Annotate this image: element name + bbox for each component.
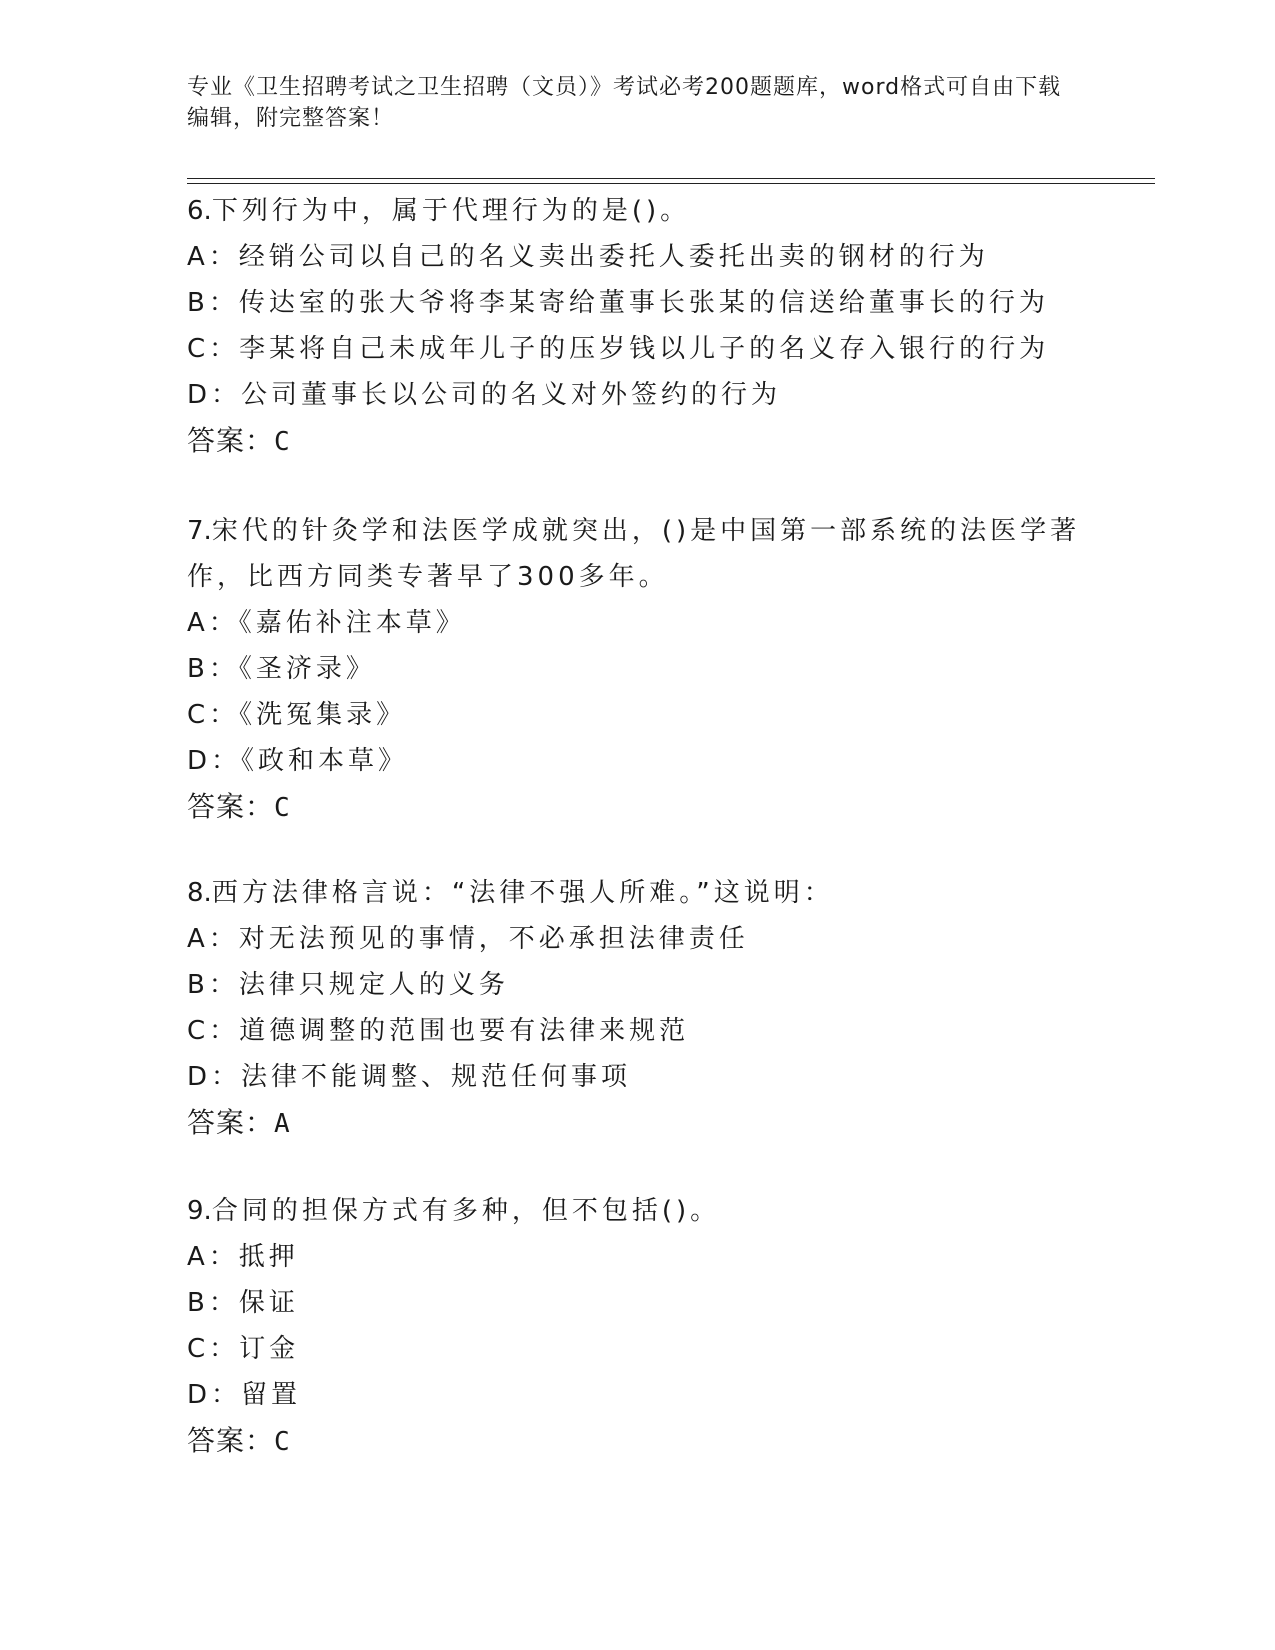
question-number: 7.: [187, 516, 212, 546]
answer-line: [187, 784, 1087, 831]
answer-label: 答案：: [187, 790, 275, 823]
question-number: 6.: [187, 196, 212, 226]
option-a: A：经销公司以自己的名义卖出委托人委托出卖的钢材的行为: [187, 242, 989, 272]
option-c: C：道德调整的范围也要有法律来规范: [187, 1016, 690, 1046]
option-a: A：抵押: [187, 1242, 299, 1272]
option-b: B：《圣济录》: [187, 654, 376, 684]
question-9: [187, 1188, 1087, 1465]
header-divider-top: [187, 178, 1155, 179]
answer-label: 答案：: [187, 1424, 275, 1457]
question-stem: [187, 1188, 1087, 1234]
answer-label: 答案：: [187, 1106, 275, 1139]
option-d: D：《政和本草》: [187, 746, 409, 776]
option-b: B：法律只规定人的义务: [187, 970, 509, 1000]
option-d: D：公司董事长以公司的名义对外签约的行为: [187, 380, 782, 410]
question-stem: [187, 188, 1087, 234]
answer-line: [187, 1418, 1087, 1465]
option-c: C：李某将自己未成年儿子的压岁钱以儿子的名义存入银行的行为: [187, 334, 1050, 364]
answer-line: [187, 1100, 1087, 1147]
option-c: C：订金: [187, 1334, 300, 1364]
option-c: C：《洗冤集录》: [187, 700, 407, 730]
question-8: [187, 870, 1087, 1147]
question-stem: [187, 508, 1087, 600]
option-a: A：《嘉佑补注本草》: [187, 608, 466, 638]
option-d: D：法律不能调整、规范任何事项: [187, 1062, 632, 1092]
question-number: 8.: [187, 878, 212, 908]
question-text: 下列行为中，属于代理行为的是()。: [211, 196, 691, 226]
option-a: A：对无法预见的事情，不必承担法律责任: [187, 924, 749, 954]
answer-line: [187, 418, 1087, 465]
answer-value: C: [274, 1427, 291, 1457]
answer-value: C: [274, 793, 291, 823]
question-text: 宋代的针灸学和法医学成就突出，()是中国第一部系统的法医学著作，比西方同类专著早了300多年。: [187, 516, 1081, 592]
question-7: [187, 508, 1087, 831]
question-6: [187, 188, 1087, 465]
answer-value: C: [274, 427, 291, 457]
question-number: 9.: [187, 1196, 212, 1226]
question-text: 合同的担保方式有多种，但不包括()。: [211, 1196, 721, 1226]
header-divider-bottom: [187, 183, 1155, 184]
option-b: B：保证: [187, 1288, 299, 1318]
answer-label: 答案：: [187, 424, 275, 457]
question-text: 西方法律格言说：“法律不强人所难。”这说明：: [211, 878, 834, 908]
option-d: D：留置: [187, 1380, 302, 1410]
answer-value: A: [274, 1109, 291, 1139]
question-stem: [187, 870, 1087, 916]
option-b: B：传达室的张大爷将李某寄给董事长张某的信送给董事长的行为: [187, 288, 1049, 318]
document-header: 专业《卫生招聘考试之卫生招聘（文员）》考试必考200题题库，word格式可自由下载编辑，附完整答案！: [187, 75, 1062, 131]
